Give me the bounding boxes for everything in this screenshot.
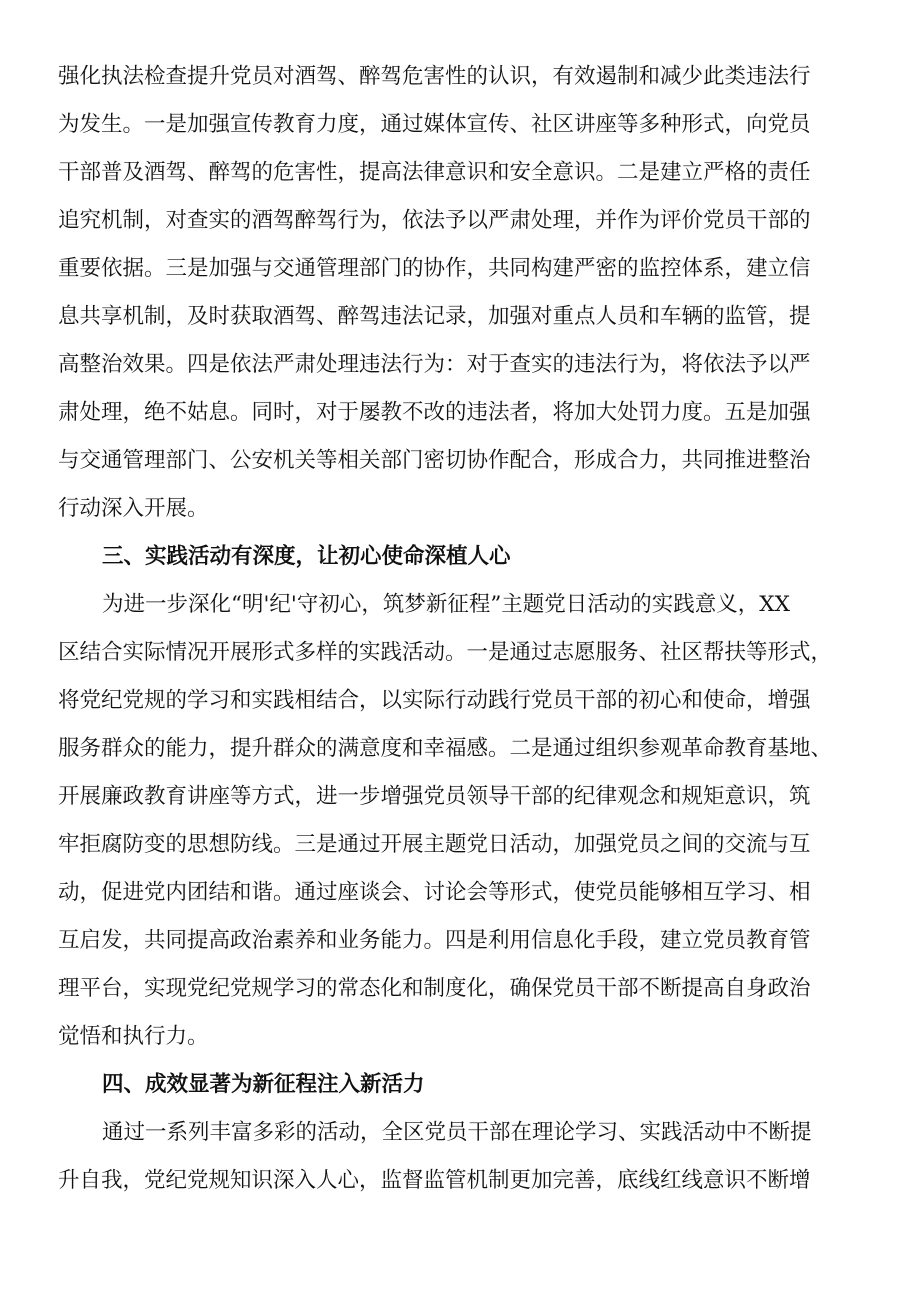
body-text-line — [0, 779, 920, 815]
line-text: 互启发，共同提高政治素养和业务能力。四是利用信息化手段，建立党员教育管 — [58, 928, 811, 953]
body-text-line — [0, 635, 920, 671]
line-text: 息共享机制，及时获取酒驾、醉驾违法记录，加强对重点人员和车辆的监管，提 — [58, 304, 811, 329]
body-text-line — [0, 155, 920, 191]
body-text-line — [0, 395, 920, 431]
line-text: 肃处理，绝不姑息。同时，对于屡教不改的违法者，将加大处罚力度。五是加强 — [58, 400, 811, 425]
body-text-line — [0, 587, 920, 623]
line-text: 与交通管理部门、公安机关等相关部门密切协作配合，形成合力，共同推进整治 — [58, 448, 811, 473]
line-text: 干部普及酒驾、醉驾的危害性，提高法律意识和安全意识。二是建立严格的责任 — [58, 160, 811, 185]
body-text-line — [0, 251, 920, 287]
line-text: 服务群众的能力，提升群众的满意度和幸福感。二是通过组织参观革命教育基地、 — [58, 736, 833, 761]
body-text-line — [0, 491, 920, 527]
body-text-line — [0, 1115, 920, 1151]
line-text: 通过一系列丰富多彩的活动，全区党员干部在理论学习、实践活动中不断提 — [102, 1120, 812, 1145]
body-text-line — [0, 59, 920, 95]
body-text-line — [0, 875, 920, 911]
body-text-line — [0, 971, 920, 1007]
line-text: 行动深入开展。 — [58, 496, 209, 521]
section-heading-3 — [0, 539, 920, 575]
body-text-line — [0, 923, 920, 959]
line-text: 升自我，党纪党规知识深入人心，监督监管机制更加完善，底线红线意识不断增 — [58, 1168, 811, 1193]
line-text: 开展廉政教育讲座等方式，进一步增强党员领导干部的纪律观念和规矩意识，筑 — [58, 784, 811, 809]
line-text: 追究机制，对查实的酒驾醉驾行为，依法予以严肃处理，并作为评价党员干部的 — [58, 208, 811, 233]
body-text-line — [0, 107, 920, 143]
body-text-line — [0, 683, 920, 719]
body-text-line — [0, 1163, 920, 1199]
heading-text: 三、实践活动有深度，让初心使命深植人心 — [102, 544, 511, 569]
line-text: 牢拒腐防变的思想防线。三是通过开展主题党日活动，加强党员之间的交流与互 — [58, 832, 811, 857]
body-text-line — [0, 1019, 920, 1055]
body-text-line — [0, 299, 920, 335]
line-text: 理平台，实现党纪党规学习的常态化和制度化，确保党员干部不断提高自身政治 — [58, 976, 811, 1001]
body-text-line — [0, 827, 920, 863]
line-text: 为进一步深化“明'纪'守初心，筑梦新征程”主题党日活动的实践意义，XX — [102, 592, 790, 617]
line-text: 重要依据。三是加强与交通管理部门的协作，共同构建严密的监控体系，建立信 — [58, 256, 811, 281]
body-text-line — [0, 203, 920, 239]
section-heading-4 — [0, 1067, 920, 1103]
body-text-line — [0, 731, 920, 767]
body-text-line — [0, 347, 920, 383]
line-text: 强化执法检查提升党员对酒驾、醉驾危害性的认识，有效遏制和减少此类违法行 — [58, 64, 811, 89]
line-text: 高整治效果。四是依法严肃处理违法行为：对于查实的违法行为，将依法予以严 — [58, 352, 811, 377]
heading-text: 四、成效显著为新征程注入新活力 — [102, 1072, 425, 1097]
line-text: 为发生。一是加强宣传教育力度，通过媒体宣传、社区讲座等多种形式，向党员 — [58, 112, 811, 137]
line-text: 动，促进党内团结和谐。通过座谈会、讨论会等形式，使党员能够相互学习、相 — [58, 880, 811, 905]
line-text: 觉悟和执行力。 — [58, 1024, 209, 1049]
body-text-line — [0, 443, 920, 479]
line-text: 区结合实际情况开展形式多样的实践活动。一是通过志愿服务、社区帮扶等形式， — [58, 640, 833, 665]
line-text: 将党纪党规的学习和实践相结合，以实际行动践行党员干部的初心和使命，增强 — [58, 688, 811, 713]
